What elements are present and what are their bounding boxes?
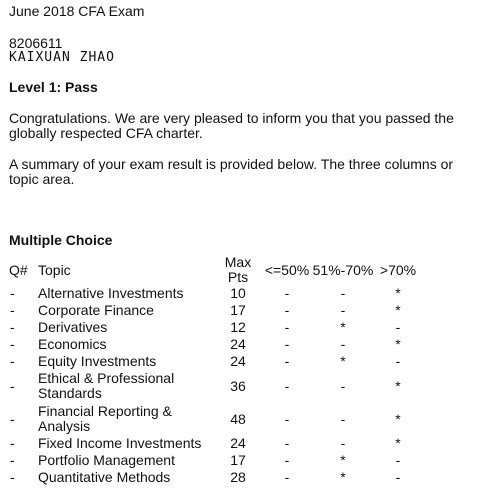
row-topic: Ethical & Professional xyxy=(38,370,175,386)
column-header-band2: 51%-70% xyxy=(312,262,374,278)
row-band3: - xyxy=(395,319,401,335)
column-header-band1: <=50% xyxy=(264,262,310,278)
column-header-max: Max xyxy=(224,254,252,270)
row-q-marker: - xyxy=(10,411,15,427)
row-topic: Alternative Investments xyxy=(38,285,184,301)
column-header-pts: Pts xyxy=(227,269,249,285)
row-max-pts: 24 xyxy=(230,336,246,352)
row-band2: - xyxy=(340,285,346,301)
row-q-marker: - xyxy=(10,302,15,318)
row-topic: Standards xyxy=(38,385,102,401)
row-band2: - xyxy=(340,302,346,318)
congrats-text-line1: Congratulations. We are very pleased to inform you that you passed the xyxy=(9,110,454,126)
row-band1: - xyxy=(284,378,290,394)
row-q-marker: - xyxy=(10,285,15,301)
row-band2: - xyxy=(340,411,346,427)
row-band1: - xyxy=(284,469,290,485)
row-topic: Economics xyxy=(38,336,107,352)
row-band3: * xyxy=(395,411,401,427)
row-band3: * xyxy=(395,435,401,451)
row-topic: Fixed Income Investments xyxy=(38,435,202,451)
row-max-pts: 12 xyxy=(230,319,246,335)
row-max-pts: 17 xyxy=(230,452,246,468)
row-band1: - xyxy=(284,353,290,369)
row-band1: - xyxy=(284,452,290,468)
row-topic: Derivatives xyxy=(38,319,108,335)
row-band1: - xyxy=(284,319,290,335)
row-band1: - xyxy=(284,302,290,318)
row-band3: - xyxy=(395,353,401,369)
row-q-marker: - xyxy=(10,435,15,451)
row-band3: - xyxy=(395,452,401,468)
row-q-marker: - xyxy=(10,319,15,335)
exam-title: June 2018 CFA Exam xyxy=(9,3,145,19)
row-band2: * xyxy=(340,353,346,369)
row-max-pts: 36 xyxy=(230,378,246,394)
row-band2: - xyxy=(340,378,346,394)
summary-text-line1: A summary of your exam result is provided below. The three columns or xyxy=(9,156,454,172)
row-band1: - xyxy=(284,435,290,451)
row-max-pts: 10 xyxy=(230,285,246,301)
row-band2: * xyxy=(340,319,346,335)
row-max-pts: 24 xyxy=(230,435,246,451)
candidate-name: KAIXUAN ZHAO xyxy=(9,50,115,65)
row-max-pts: 28 xyxy=(230,469,246,485)
row-max-pts: 24 xyxy=(230,353,246,369)
row-topic: Portfolio Management xyxy=(38,452,175,468)
result-status: Level 1: Pass xyxy=(9,79,98,95)
row-band2: * xyxy=(340,469,346,485)
row-max-pts: 17 xyxy=(230,302,246,318)
row-q-marker: - xyxy=(10,452,15,468)
row-band3: * xyxy=(395,302,401,318)
row-band3: * xyxy=(395,336,401,352)
row-max-pts: 48 xyxy=(230,411,246,427)
row-topic: Quantitative Methods xyxy=(38,469,171,485)
row-band1: - xyxy=(284,411,290,427)
row-band2: - xyxy=(340,336,346,352)
section-title: Multiple Choice xyxy=(9,232,113,248)
column-header-q: Q# xyxy=(9,262,28,278)
row-topic: Corporate Finance xyxy=(38,302,154,318)
row-q-marker: - xyxy=(10,469,15,485)
row-band3: - xyxy=(395,469,401,485)
row-band2: * xyxy=(340,452,346,468)
row-q-marker: - xyxy=(10,378,15,394)
row-topic: Analysis xyxy=(38,418,91,434)
row-band3: * xyxy=(395,285,401,301)
row-band1: - xyxy=(284,336,290,352)
row-band3: * xyxy=(395,378,401,394)
row-q-marker: - xyxy=(10,353,15,369)
summary-text-line2: topic area. xyxy=(9,171,75,187)
row-q-marker: - xyxy=(10,336,15,352)
congrats-text-line2: globally respected CFA charter. xyxy=(9,125,203,141)
row-topic: Financial Reporting & xyxy=(38,403,172,419)
column-header-topic: Topic xyxy=(38,262,71,278)
row-topic: Equity Investments xyxy=(38,353,157,369)
row-band1: - xyxy=(284,285,290,301)
candidate-id: 8206611 xyxy=(9,35,63,51)
column-header-band3: >70% xyxy=(379,262,417,278)
row-band2: - xyxy=(340,435,346,451)
